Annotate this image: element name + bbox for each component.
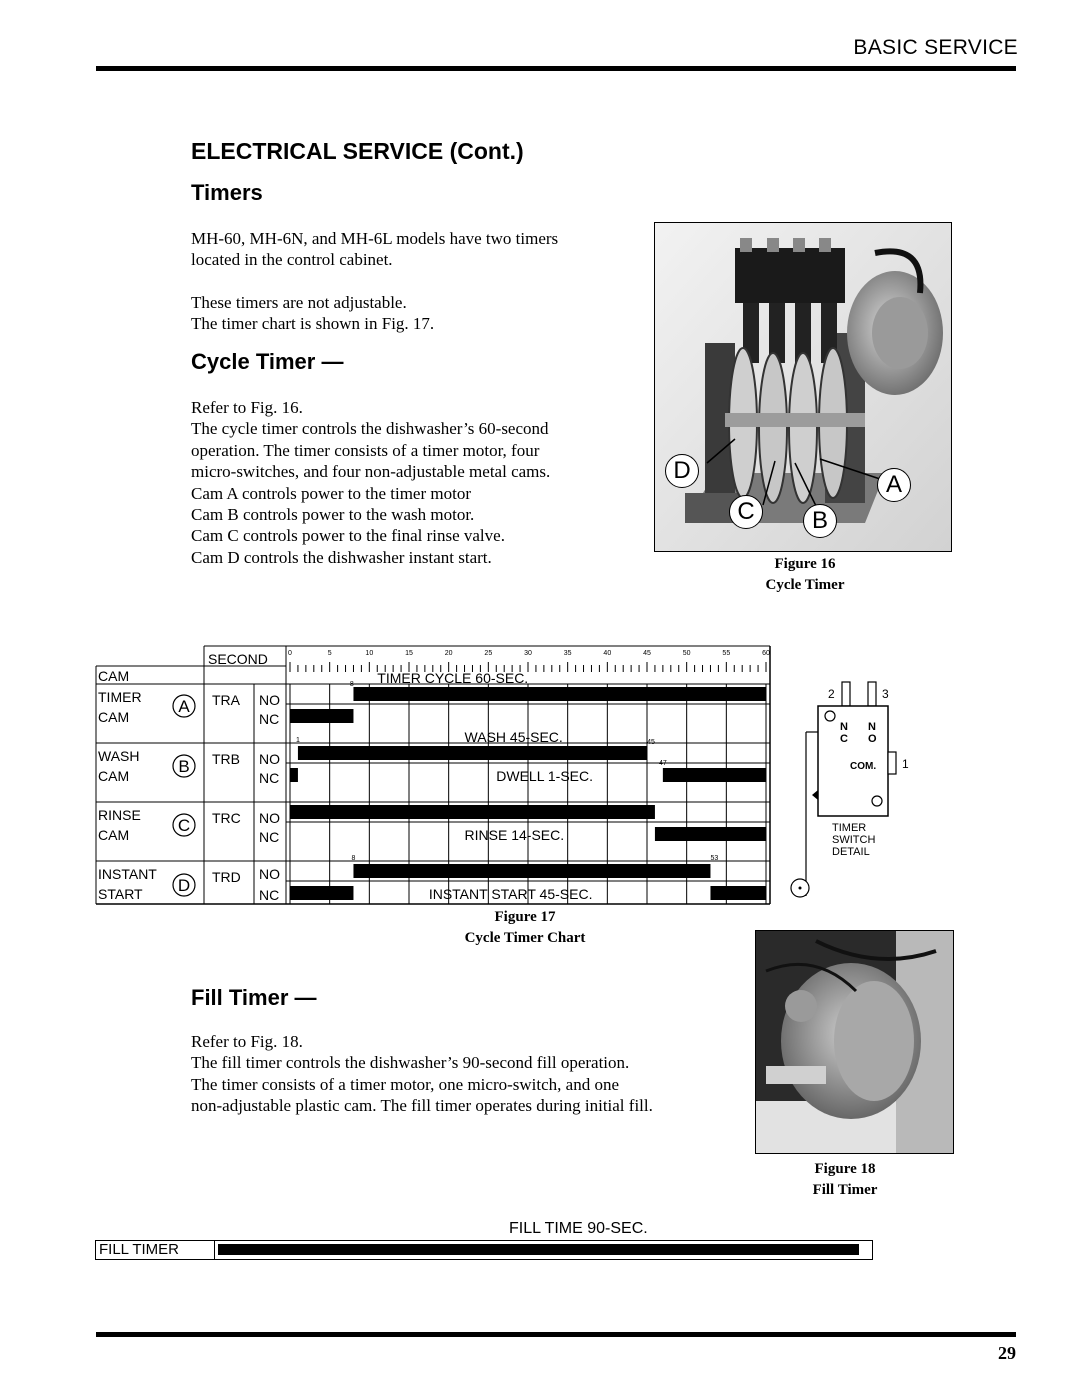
fill-timer-photo — [755, 930, 954, 1154]
cam-bar-b-no — [298, 746, 647, 760]
rinse-label: RINSE 14-SEC. — [464, 827, 565, 843]
tra-nc: NC — [259, 711, 280, 727]
figure18-caption — [770, 1159, 920, 1201]
timers-line-4: The timer chart is shown in Fig. 17. — [191, 314, 435, 334]
cycle-line-7: Cam C controls power to the final rinse valve. — [191, 526, 505, 546]
letter-a: A — [178, 697, 190, 716]
n-label-2: N — [868, 721, 876, 733]
callout-d: D — [665, 454, 699, 488]
callout-c: C — [729, 495, 763, 529]
bottom-rule — [96, 1332, 1016, 1337]
timer-cam-line1: TIMER — [98, 689, 142, 705]
fill-timer-divider — [214, 1241, 215, 1259]
tick-label: 5 — [327, 650, 332, 657]
cam-bar-d-nc — [290, 886, 353, 900]
c-label: C — [840, 733, 848, 745]
trb-no: NO — [259, 751, 280, 767]
detail-label-2: SWITCH — [832, 834, 876, 846]
mark-8-a: 8 — [349, 681, 354, 688]
figure16-number: Figure 16 — [774, 556, 836, 572]
timers-line-3: These timers are not adjustable. — [191, 292, 407, 312]
timer-switch-detail — [788, 680, 918, 902]
fill-timer-label: FILL TIMER — [99, 1241, 180, 1258]
tick-label: 60 — [762, 650, 770, 657]
cam-bar-a-nc — [290, 709, 353, 723]
cam-bar-c-nc — [655, 827, 766, 841]
figure18-title: Fill Timer — [812, 1182, 878, 1198]
trd-nc: NC — [259, 887, 280, 903]
pin-1 — [888, 752, 896, 774]
cam-header: CAM — [98, 668, 130, 684]
cam-bar-d-no — [353, 864, 710, 878]
chart-ticks — [288, 650, 770, 672]
cycle-line-2: The cycle timer controls the dishwasher’s 60-second — [191, 419, 549, 439]
callout-a: A — [877, 468, 911, 502]
letter-b: B — [178, 757, 190, 776]
cam-bar-b-nc — [290, 768, 298, 782]
wash-label: WASH 45-SEC. — [464, 729, 563, 745]
mark-53: 53 — [710, 855, 719, 862]
cam-bar-d-nc — [710, 886, 766, 900]
section-header: BASIC SERVICE — [853, 36, 1018, 59]
detail-label-1: TIMER — [832, 822, 867, 834]
tick-label: 40 — [603, 650, 612, 657]
mark-8-b: 8 — [351, 855, 356, 862]
dwell-label: DWELL 1-SEC. — [496, 768, 594, 784]
tick-label: 15 — [405, 650, 413, 657]
figure18-number: Figure 18 — [814, 1161, 876, 1177]
tick-label: 55 — [722, 650, 731, 657]
letter-c: C — [177, 816, 191, 835]
trb-nc: NC — [259, 770, 280, 786]
lever-roller-pin — [799, 887, 802, 890]
cycle-line-1: Refer to Fig. 16. — [191, 398, 303, 417]
mark-1: 1 — [295, 737, 300, 744]
pin-2 — [842, 682, 850, 706]
callout-b: B — [803, 504, 837, 538]
pin-3-label: 3 — [882, 687, 889, 701]
figure17-number: Figure 17 — [494, 909, 556, 925]
fill-line-2: The fill timer controls the dishwasher’s 90-second fill operation. — [191, 1053, 630, 1073]
tick-label: 50 — [682, 650, 691, 657]
com-label: COM. — [850, 761, 877, 772]
fill-timer-text — [191, 1031, 653, 1117]
fill-line-1: Refer to Fig. 18. — [191, 1032, 303, 1051]
timers-line-1: MH-60, MH-6N, and MH-6L models have two timers — [191, 229, 559, 248]
rinse-cam-line1: RINSE — [98, 807, 141, 823]
tick-label: 20 — [444, 650, 453, 657]
instant-line2: START — [98, 886, 143, 902]
tick-label: 30 — [524, 650, 532, 657]
pin-2-label: 2 — [828, 687, 835, 701]
tick-label: 35 — [563, 650, 572, 657]
fill-timer-chart — [95, 1240, 873, 1260]
cycle-timer-text — [191, 397, 550, 568]
page-title: ELECTRICAL SERVICE (Cont.) — [191, 138, 524, 164]
trc-label: TRC — [212, 810, 241, 826]
timers-line-2: located in the control cabinet. — [191, 250, 393, 270]
fill-time-label: FILL TIME 90-SEC. — [509, 1220, 648, 1237]
cycle-line-3: operation. The timer consists of a timer motor, four — [191, 440, 540, 460]
mount-hole-bottom — [872, 796, 882, 806]
cycle-line-5: Cam A controls power to the timer motor — [191, 483, 471, 503]
pin-3 — [868, 682, 876, 706]
cycle-timer-heading: Cycle Timer — — [191, 349, 344, 374]
figure17-title: Cycle Timer Chart — [464, 930, 586, 946]
trc-nc: NC — [259, 829, 280, 845]
trc-no: NO — [259, 810, 280, 826]
cycle-timer-image — [655, 223, 951, 551]
figure16-caption — [730, 554, 880, 596]
tick-label: 10 — [365, 650, 374, 657]
trb-label: TRB — [212, 751, 240, 767]
instant-line1: INSTANT — [98, 866, 157, 882]
fill-line-4: non-adjustable plastic cam. The fill timer operates during initial fill. — [191, 1096, 653, 1116]
n-label-1: N — [840, 721, 848, 733]
trd-label: TRD — [212, 869, 241, 885]
fill-time-bar — [218, 1244, 859, 1255]
second-label: SECOND — [208, 651, 268, 667]
tick-label: 45 — [643, 650, 651, 657]
figure16-title: Cycle Timer — [765, 577, 845, 593]
mount-hole-top — [825, 711, 835, 721]
detail-label-3: DETAIL — [832, 846, 870, 858]
instant-start-label: INSTANT START 45-SEC. — [428, 886, 593, 902]
top-rule — [96, 66, 1016, 71]
actuator — [812, 790, 818, 800]
tick-label: 25 — [484, 650, 493, 657]
cycle-line-8: Cam D controls the dishwasher instant start. — [191, 547, 492, 567]
figure17-caption — [440, 907, 610, 949]
wash-cam-line2: CAM — [98, 768, 130, 784]
cam-bar-b-nc — [663, 768, 766, 782]
pin-1-label: 1 — [902, 757, 909, 771]
cycle-timer-chart — [94, 642, 774, 908]
o-label: O — [868, 733, 877, 745]
fill-line-3: The timer consists of a timer motor, one micro-switch, and one — [191, 1074, 619, 1094]
timer-cycle-label: TIMER CYCLE 60-SEC. — [377, 670, 529, 686]
timers-heading: Timers — [191, 180, 263, 205]
mark-45: 45 — [647, 739, 655, 746]
cam-bar-a-no — [353, 687, 766, 701]
tra-no: NO — [259, 692, 280, 708]
trd-no: NO — [259, 866, 280, 882]
rinse-cam-line2: CAM — [98, 827, 130, 843]
timer-cam-line2: CAM — [98, 709, 130, 725]
mark-47: 47 — [658, 760, 667, 767]
page-number: 29 — [998, 1343, 1016, 1363]
fill-timer-image — [756, 931, 953, 1153]
cycle-line-6: Cam B controls power to the wash motor. — [191, 505, 475, 525]
tra-label: TRA — [212, 692, 240, 708]
wash-cam-line1: WASH — [98, 748, 140, 764]
cam-bar-c-no — [290, 805, 655, 819]
fill-timer-heading: Fill Timer — — [191, 985, 317, 1010]
cycle-line-4: micro-switches, and four non-adjustable metal cams. — [191, 462, 551, 482]
tick-label: 0 — [288, 650, 292, 657]
letter-d: D — [177, 876, 191, 895]
timers-text — [191, 228, 558, 335]
cycle-timer-photo — [654, 222, 952, 552]
